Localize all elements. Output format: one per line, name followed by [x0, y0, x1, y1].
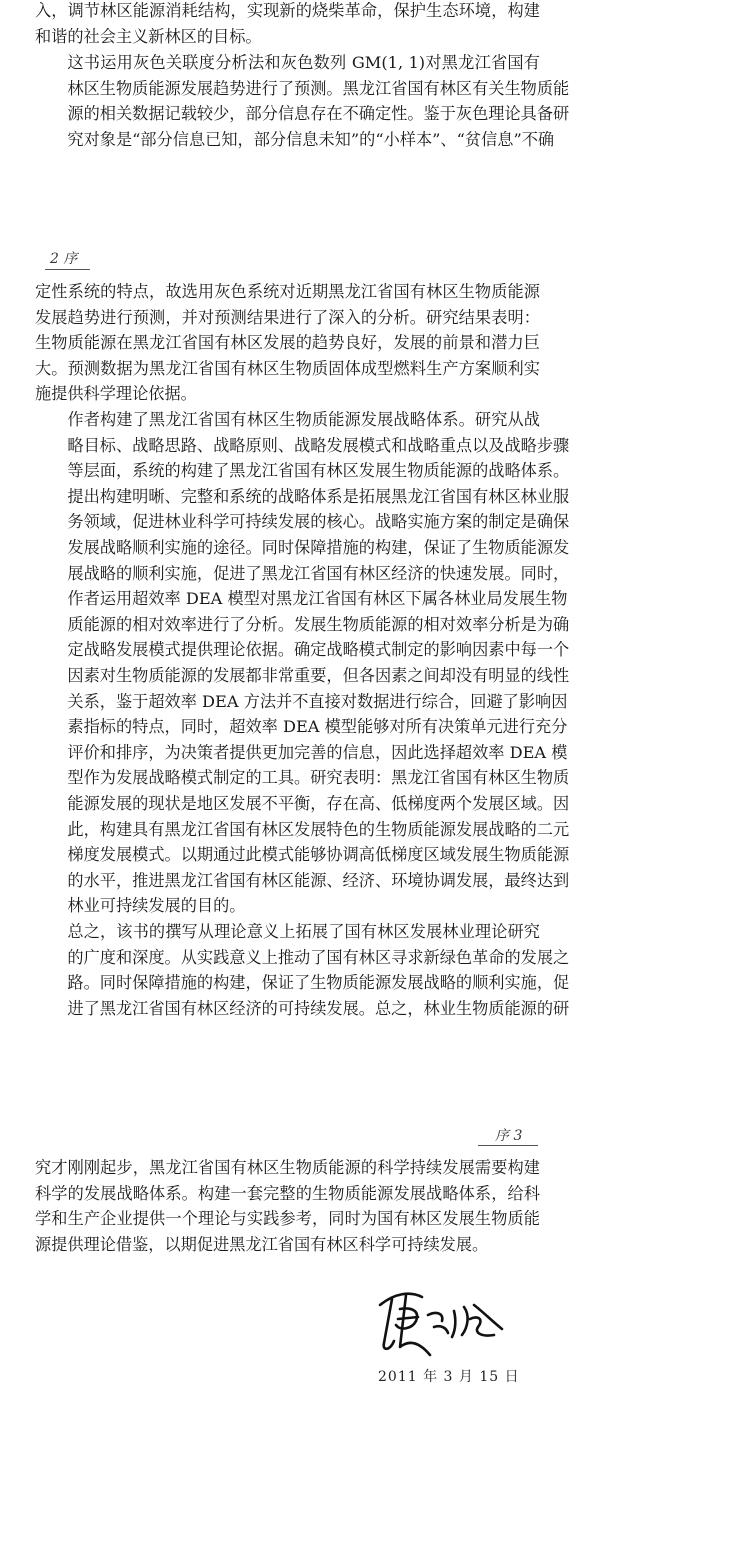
- text-line: 林业可持续发展的目的。: [67, 896, 246, 916]
- signature-date: 2011 年 3 月 15 日: [378, 1369, 520, 1385]
- text-line: 作者构建了黑龙江省国有林区生物质能源发展战略体系。研究从战: [67, 410, 540, 429]
- text-line: 发展战略顺利实施的途径。同时保障措施的构建，保证了生物质能源发: [67, 537, 570, 557]
- text-line: 等层面，系统的构建了黑龙江省国有林区发展生物质能源的战略体系。: [67, 461, 570, 481]
- text-line: 源的相关数据记载较少，部分信息存在不确定性。鉴于灰色理论具备研: [67, 104, 570, 124]
- text-line: 的广度和深度。从实践意义上推动了国有林区寻求新绿色革命的发展之: [67, 947, 570, 967]
- text-line: 林区生物质能源发展趋势进行了预测。黑龙江省国有林区有关生物质能: [67, 78, 570, 98]
- text-line: 作者运用超效率 DEA 模型对黑龙江省国有林区下属各林业局发展生物: [67, 589, 568, 609]
- text-line: 入，调节林区能源消耗结构，实现新的烧柴革命，保护生态环境，构建: [35, 1, 540, 20]
- text-line: 究对象是“部分信息已知，部分信息未知”的“小样本”、“贫信息”不确: [67, 129, 555, 149]
- text-line: 展战略的顺利实施，促进了黑龙江省国有林区经济的快速发展。同时，: [67, 563, 570, 583]
- header-rule: [478, 1145, 538, 1146]
- text-line: 总之，该书的撰写从理论意义上拓展了国有林区发展林业理论研究: [67, 922, 540, 941]
- text-line: 源提供理论借鉴，以期促进黑龙江省国有林区科学可持续发展。: [35, 1234, 489, 1254]
- text-line: 评价和排序，为决策者提供更加完善的信息，因此选择超效率 DEA 模: [67, 742, 568, 762]
- text-line: 科学的发展战略体系。构建一套完整的生物质能源发展战略体系，给科: [35, 1183, 540, 1203]
- text-line: 的水平，推进黑龙江省国有林区能源、经济、环境协调发展，最终达到: [67, 870, 570, 890]
- header-rule: [45, 269, 90, 270]
- text-line: 素指标的特点，同时，超效率 DEA 模型能够对所有决策单元进行充分: [67, 717, 568, 737]
- page-header-left: 2 序: [50, 251, 78, 267]
- text-line: 此，构建具有黑龙江省国有林区发展特色的生物质能源发展战略的二元: [67, 819, 570, 839]
- text-line: 大。预测数据为黑龙江省国有林区生物质固体成型燃料生产方案顺利实: [35, 358, 540, 378]
- handwritten-signature: [370, 1285, 510, 1360]
- paragraph-final: [35, 1155, 540, 1257]
- text-line: 这书运用灰色关联度分析法和灰色数列 GM(1, 1)对黑龙江省国有: [67, 53, 540, 72]
- page-header-right: 序 3: [495, 1128, 523, 1144]
- paragraph-forecast: [35, 279, 540, 407]
- text-line: 进了黑龙江省国有林区经济的可持续发展。总之，林业生物质能源的研: [67, 998, 570, 1018]
- text-line: 路。同时保障措施的构建，保证了生物质能源发展战略的顺利实施，促: [67, 973, 570, 993]
- paragraph-conclusion: [35, 919, 570, 1021]
- text-line: 质能源的相对效率进行了分析。发展生物质能源的相对效率分析是为确: [67, 614, 570, 634]
- text-line: 和谐的社会主义新林区的目标。: [35, 26, 262, 46]
- text-line: 定性系统的特点，故选用灰色系统对近期黑龙江省国有林区生物质能源: [35, 282, 540, 301]
- text-line: 究才刚刚起步，黑龙江省国有林区生物质能源的科学持续发展需要构建: [35, 1158, 540, 1177]
- paragraph-grey-theory: [35, 50, 570, 152]
- text-line: 施提供科学理论依据。: [35, 384, 197, 404]
- text-line: 学和生产企业提供一个理论与实践参考，同时为国有林区发展生物质能: [35, 1209, 540, 1229]
- text-line: 定战略发展模式提供理论依据。确定战略模式制定的影响因素中每一个: [67, 640, 570, 660]
- text-line: 因素对生物质能源的发展都非常重要，但各因素之间却没有明显的线性: [67, 665, 570, 685]
- text-line: 型作为发展战略模式制定的工具。研究表明：黑龙江省国有林区生物质: [67, 768, 570, 788]
- text-line: 发展趋势进行预测，并对预测结果进行了深入的分析。研究结果表明：: [35, 307, 540, 327]
- text-line: 生物质能源在黑龙江省国有林区发展的趋势良好，发展的前景和潜力巨: [35, 333, 540, 353]
- paragraph-intro-end: [35, 0, 540, 49]
- text-line: 能源发展的现状是地区发展不平衡，存在高、低梯度两个发展区域。因: [67, 793, 570, 813]
- text-line: 梯度发展模式。以期通过此模式能够协调高低梯度区域发展生物质能源: [67, 845, 570, 865]
- text-line: 务领域，促进林业科学可持续发展的核心。战略实施方案的制定是确保: [67, 512, 570, 532]
- text-line: 略目标、战略思路、战略原则、战略发展模式和战略重点以及战略步骤: [67, 435, 570, 455]
- paragraph-strategy: [35, 407, 570, 919]
- text-line: 关系，鉴于超效率 DEA 方法并不直接对数据进行综合，回避了影响因: [67, 691, 568, 711]
- text-line: 提出构建明晰、完整和系统的战略体系是拓展黑龙江省国有林区林业服: [67, 486, 570, 506]
